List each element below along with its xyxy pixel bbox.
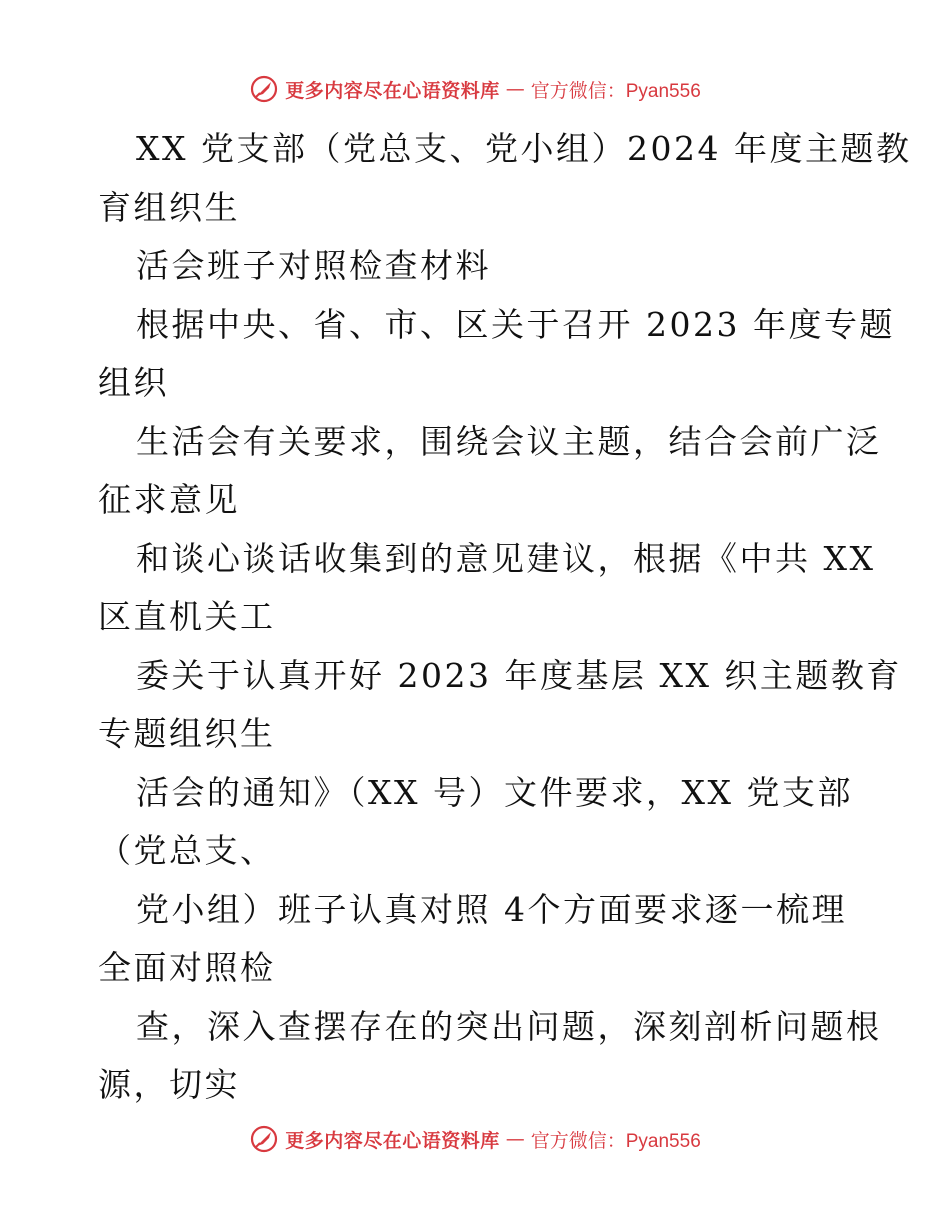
text-line: 根据中央、省、市、区关于召开 2023 年度专题 — [136, 304, 895, 344]
text-line: XX 党支部（党总支、党小组）2024 年度主题教 — [136, 129, 912, 168]
text-line: 查，深入查摆存在的突出问题，深刻剖析问题根 — [136, 1006, 882, 1046]
footer-watermark — [0, 1124, 950, 1154]
watermark-wechat: 官方微信：Pyan556 — [530, 1130, 701, 1152]
header-watermark — [0, 74, 950, 104]
text-line: （党总支、 — [98, 831, 276, 870]
watermark-wechat: 官方微信：Pyan556 — [530, 80, 701, 102]
text-line: 生活会有关要求，围绕会议主题，结合会前广泛 — [136, 421, 882, 461]
watermark-brand: 更多内容尽在心语资料库 — [285, 79, 500, 102]
watermark-brand: 更多内容尽在心语资料库 — [285, 1129, 500, 1152]
text-line: 委关于认真开好 2023 年度基层 XX 织主题教育 — [136, 655, 902, 695]
text-line: 党小组）班子认真对照 4个方面要求逐一梳理 — [136, 889, 847, 929]
text-line: 和谈心谈话收集到的意见建议，根据《中共 XX — [136, 538, 876, 578]
document-body — [98, 120, 912, 1115]
text-line: 组织 — [98, 363, 169, 402]
text-line: 育组织生 — [98, 187, 240, 227]
text-line: 源，切实 — [98, 1065, 240, 1104]
watermark-dash: — — [505, 1128, 525, 1150]
text-line: 活会的通知》（XX 号）文件要求，XX 党支部 — [136, 772, 853, 812]
text-line: 专题组织生 — [98, 714, 276, 753]
text-line: 活会班子对照检查材料 — [136, 246, 491, 285]
quill-logo-icon — [249, 74, 279, 104]
text-line: 区直机关工 — [98, 597, 276, 636]
quill-logo-icon — [249, 1124, 279, 1154]
watermark-dash: — — [505, 78, 525, 100]
text-line: 征求意见 — [98, 480, 240, 519]
text-line: 全面对照检 — [98, 948, 276, 987]
